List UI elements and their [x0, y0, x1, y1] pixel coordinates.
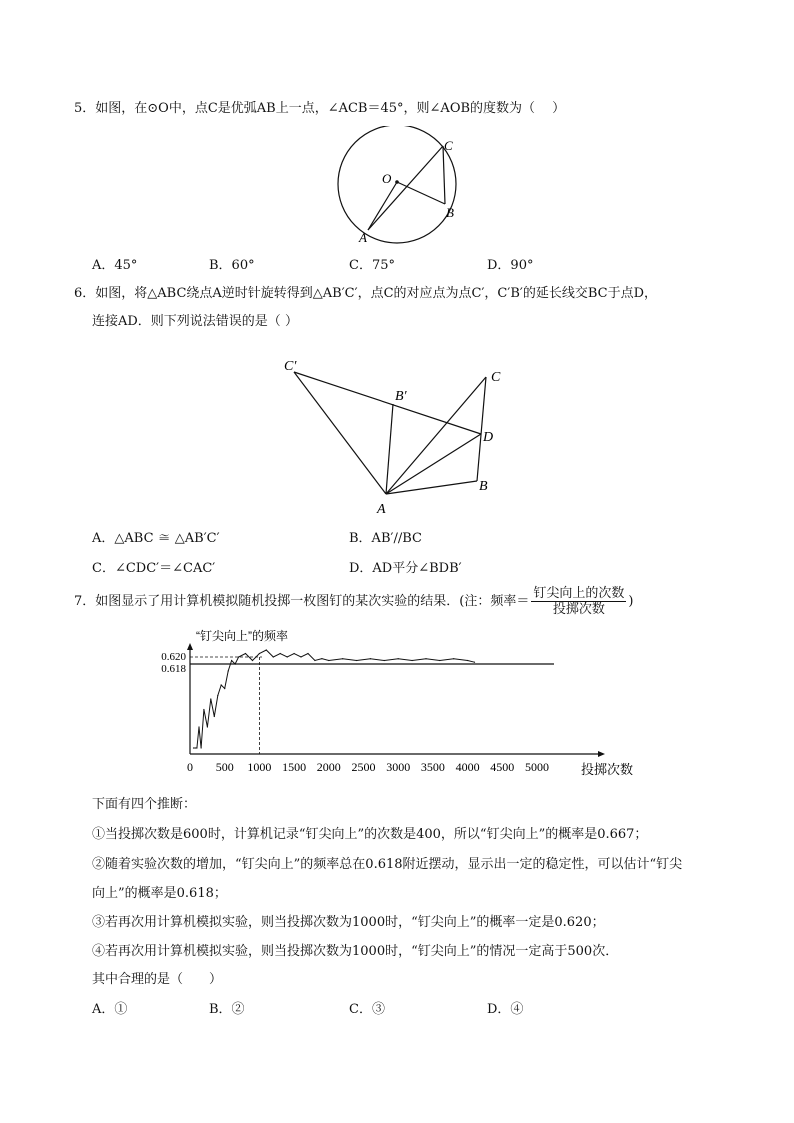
- q6-option-c[interactable]: C．∠CDC′＝∠CAC′: [92, 561, 216, 576]
- q7-frequency-chart: [150, 626, 650, 786]
- q7-item-4: ④若再次用计算机模拟实验，则当投掷次数为1000时，“钉尖向上”的情况一定高于500次．: [92, 944, 619, 959]
- y-tick-0620: 0.620: [161, 651, 186, 663]
- label-b: B: [446, 205, 454, 220]
- q6-stem-line1: 6．如图，将△ABC绕点A逆时针旋转得到△AB′C′，点C的对应点为点C′，C′B′的延长线交BC于点D，: [74, 286, 657, 301]
- frequency-point: [453, 658, 454, 659]
- frequency-point: [273, 656, 274, 657]
- frequency-point: [412, 660, 413, 661]
- frequency-point: [398, 658, 399, 659]
- label-a: A: [377, 502, 386, 517]
- label-o: O: [382, 171, 392, 186]
- q5-stem: 5．如图，在⊙O中，点C是优弧AB上一点，∠ACB＝45°，则∠AOB的度数为（ ）: [74, 101, 566, 116]
- frequency-point: [266, 649, 267, 650]
- segment-oa: [368, 182, 397, 230]
- q5-option-a[interactable]: A．45°: [92, 258, 138, 273]
- q7-option-c[interactable]: C．③: [349, 1002, 385, 1017]
- frequency-point: [356, 660, 357, 661]
- chart-title: “钉尖向上”的频率: [196, 629, 288, 643]
- label-b: B: [479, 479, 488, 494]
- y-axis-arrow: [187, 643, 193, 650]
- frequency-point: [328, 660, 329, 661]
- x-axis-arrow: [598, 751, 605, 757]
- label-bp: B′: [395, 389, 407, 404]
- q7-option-d[interactable]: D．④: [487, 1002, 524, 1017]
- q6-rotation-figure: [280, 350, 520, 520]
- q7-stem-pre: 7．如图显示了用计算机模拟随机投掷一枚图钉的某次实验的结果．(注：频率＝: [74, 594, 530, 609]
- frequency-point: [228, 670, 229, 671]
- frequency-point: [235, 663, 236, 664]
- frequency-point: [195, 747, 196, 748]
- frequency-point: [294, 653, 295, 654]
- label-c: C: [491, 370, 501, 385]
- q7-frac-numerator: 钉尖向上的次数: [533, 586, 625, 601]
- frequency-point: [280, 653, 281, 654]
- q7-stem-post: ): [628, 594, 634, 609]
- frequency-point: [287, 656, 288, 657]
- segment-ob: [397, 182, 445, 204]
- frequency-point: [238, 656, 239, 657]
- frequency-point: [474, 662, 475, 663]
- frequency-point: [467, 660, 468, 661]
- x-tick-1500: 1500: [282, 760, 307, 774]
- x-tick-4500: 4500: [490, 760, 515, 774]
- frequency-point: [259, 653, 260, 654]
- label-c: C: [444, 138, 453, 153]
- circle-o: [338, 126, 456, 243]
- segment-ad: [386, 434, 481, 494]
- q7-ask: 其中合理的是（ ）: [92, 972, 223, 987]
- frequency-point: [321, 658, 322, 659]
- q7-item-1: ①当投掷次数是600时，计算机记录“钉尖向上”的次数是400，所以“钉尖向上”的概率是0.667；: [92, 827, 648, 842]
- segment-bc: [477, 377, 486, 481]
- q5-circle-figure: [330, 126, 470, 256]
- frequency-point: [196, 747, 197, 748]
- segment-acp: [294, 372, 386, 494]
- q7-intro: 下面有四个推断：: [92, 797, 197, 812]
- x-tick-0: 0: [187, 760, 193, 774]
- frequency-point: [210, 698, 211, 699]
- q7-item-2-cont: 向上”的概率是0.618；: [92, 886, 227, 901]
- frequency-point: [370, 658, 371, 659]
- q6-stem-line2: 连接AD．则下列说法错误的是（ ）: [92, 314, 298, 329]
- q7-frac-denominator: 投掷次数: [552, 602, 605, 617]
- q7-option-a[interactable]: A．①: [92, 1002, 128, 1017]
- q6-option-a[interactable]: A．△ABC ≅ △AB′C′: [92, 531, 220, 546]
- frequency-point: [201, 747, 202, 748]
- q5-option-d[interactable]: D．90°: [487, 258, 534, 273]
- segment-cb: [443, 146, 445, 204]
- q5-option-c[interactable]: C．75°: [349, 258, 395, 273]
- x-tick-3000: 3000: [386, 760, 411, 774]
- frequency-point: [221, 684, 222, 685]
- frequency-point: [314, 660, 315, 661]
- label-cp: C′: [284, 359, 297, 374]
- q5-option-b[interactable]: B．60°: [209, 258, 255, 273]
- frequency-point: [425, 658, 426, 659]
- q6-option-d[interactable]: D．AD平分∠BDB′: [349, 561, 462, 576]
- frequency-point: [245, 653, 246, 654]
- segment-cpd: [294, 372, 481, 434]
- point-o: [395, 180, 399, 184]
- segment-ab: [386, 481, 477, 494]
- x-tick-2000: 2000: [316, 760, 341, 774]
- frequency-point: [224, 688, 225, 689]
- label-a: A: [359, 230, 367, 245]
- x-tick-5000: 5000: [525, 760, 549, 774]
- q7-stem: [74, 586, 633, 618]
- frequency-point: [207, 726, 208, 727]
- q7-option-b[interactable]: B．②: [209, 1002, 245, 1017]
- x-tick-1000: 1000: [247, 760, 272, 774]
- q7-item-2: ②随着实验次数的增加，“钉尖向上”的频率总在0.618附近摆动，显示出一定的稳定性，可以估计“钉尖: [92, 857, 683, 872]
- x-tick-3500: 3500: [420, 760, 445, 774]
- x-tick-4000: 4000: [455, 760, 480, 774]
- x-tick-500: 500: [215, 760, 234, 774]
- frequency-point: [342, 658, 343, 659]
- q7-frequency-fraction: [531, 586, 626, 617]
- frequency-point: [252, 660, 253, 661]
- y-tick-0618: 0.618: [161, 663, 186, 675]
- frequency-point: [384, 660, 385, 661]
- label-d: D: [483, 430, 494, 445]
- frequency-point: [193, 747, 194, 748]
- x-tick-2500: 2500: [351, 760, 376, 774]
- frequency-point: [214, 716, 215, 717]
- frequency-point: [307, 653, 308, 654]
- x-axis-label: 投掷次数: [581, 762, 634, 777]
- frequency-point: [231, 660, 232, 661]
- frequency-series-line: [194, 650, 475, 748]
- frequency-point: [198, 726, 199, 727]
- q6-option-b[interactable]: B．AB′//BC: [349, 531, 422, 546]
- segment-abp: [386, 404, 393, 494]
- frequency-point: [300, 656, 301, 657]
- frequency-point: [217, 695, 218, 696]
- frequency-point: [439, 660, 440, 661]
- q7-item-3: ③若再次用计算机模拟实验，则当投掷次数为1000时，“钉尖向上”的概率一定是0.620；: [92, 915, 605, 930]
- frequency-point: [203, 709, 204, 710]
- segment-ac: [368, 146, 443, 230]
